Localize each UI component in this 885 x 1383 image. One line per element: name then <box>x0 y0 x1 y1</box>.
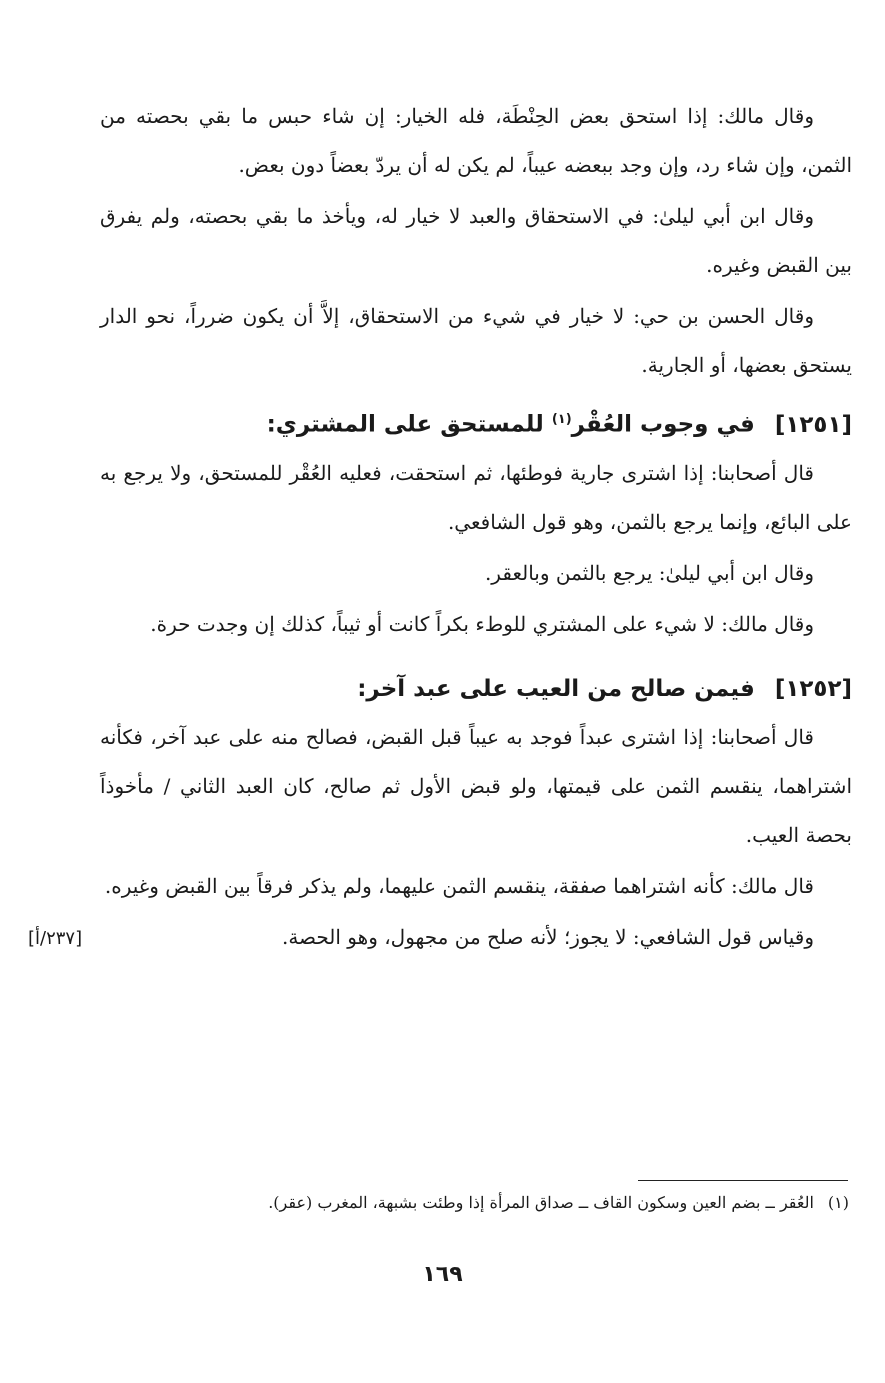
paragraph: وقال ابن أبي ليلىٰ: في الاستحقاق والعبد لا خيار له، ويأخذ ما بقي بحصته، ولم يفرق بين القبض وغيره. <box>100 204 852 277</box>
footnote-mark: (١) <box>827 1193 849 1212</box>
manuscript-folio-note: [٢٣٧/أ] <box>28 928 83 949</box>
paragraph: وقال مالك: لا شيء على المشتري للوطء بكراً كانت أو ثيباً، كذلك إن وجدت حرة. <box>150 611 814 636</box>
paragraph: وقال الحسن بن حي: لا خيار في شيء من الاستحقاق، إلاَّ أن يكون ضرراً، نحو الدار يستحق بعضها، أو الجارية. <box>100 304 852 377</box>
page-number: ١٦٩ <box>422 1262 463 1287</box>
footnote-separator <box>638 1180 848 1181</box>
section-title-rest: للمستحق على المشتري: <box>266 411 544 438</box>
footnote-text: العُقر ــ بضم العين وسكون القاف ــ صداق المرأة إذا وطئت بشبهة، المغرب (عقر). <box>268 1193 814 1212</box>
paragraph: وقياس قول الشافعي: لا يجوز؛ لأنه صلح من مجهول، وهو الحصة. <box>281 924 814 949</box>
section-heading <box>100 667 852 711</box>
paragraph: قال أصحابنا: إذا اشترى جارية فوطئها، ثم استحقت، فعليه العُقْر للمستحق، ولا يرجع به على البائع، وإنما يرجع بالثمن، وهو قول الشافعي. <box>100 460 852 534</box>
section-number: [١٢٥٢] <box>774 675 852 702</box>
footnote <box>89 1188 849 1218</box>
paragraph: وقال مالك: إذا استحق بعض الحِنْطَة، فله الخيار: إن شاء حبس ما بقي بحصته من الثمن، وإن شاء رد، وإن وجد ببعضه عيباً، لم يكن له أن يردّ بعضاً دون بعض. <box>100 104 852 177</box>
section-heading <box>100 398 852 447</box>
section-title: فيمن صالح من العيب على عبد آخر: <box>357 675 755 702</box>
paragraph: قال مالك: كأنه اشتراهما صفقة، ينقسم الثمن عليهما، ولم يذكر فرقاً بين القبض وغيره. <box>104 873 814 898</box>
paragraph: قال أصحابنا: إذا اشترى عبداً فوجد به عيباً قبل القبض، فصالح منه على عبد آخر، فكأنه اشتراهما، ينقسم الثمن على قيمتها، ولو قبض الأول ثم صالح، كان العبد الثاني / مأخوذاً بحصة العيب. <box>100 724 852 847</box>
section-number: [١٢٥١] <box>774 411 852 438</box>
footnote-ref: (١) <box>551 412 572 427</box>
paragraph: وقال ابن أبي ليلىٰ: يرجع بالثمن وبالعقر. <box>484 560 814 585</box>
section-title: في وجوب العُقْر <box>571 411 755 438</box>
page-body <box>100 92 852 964</box>
